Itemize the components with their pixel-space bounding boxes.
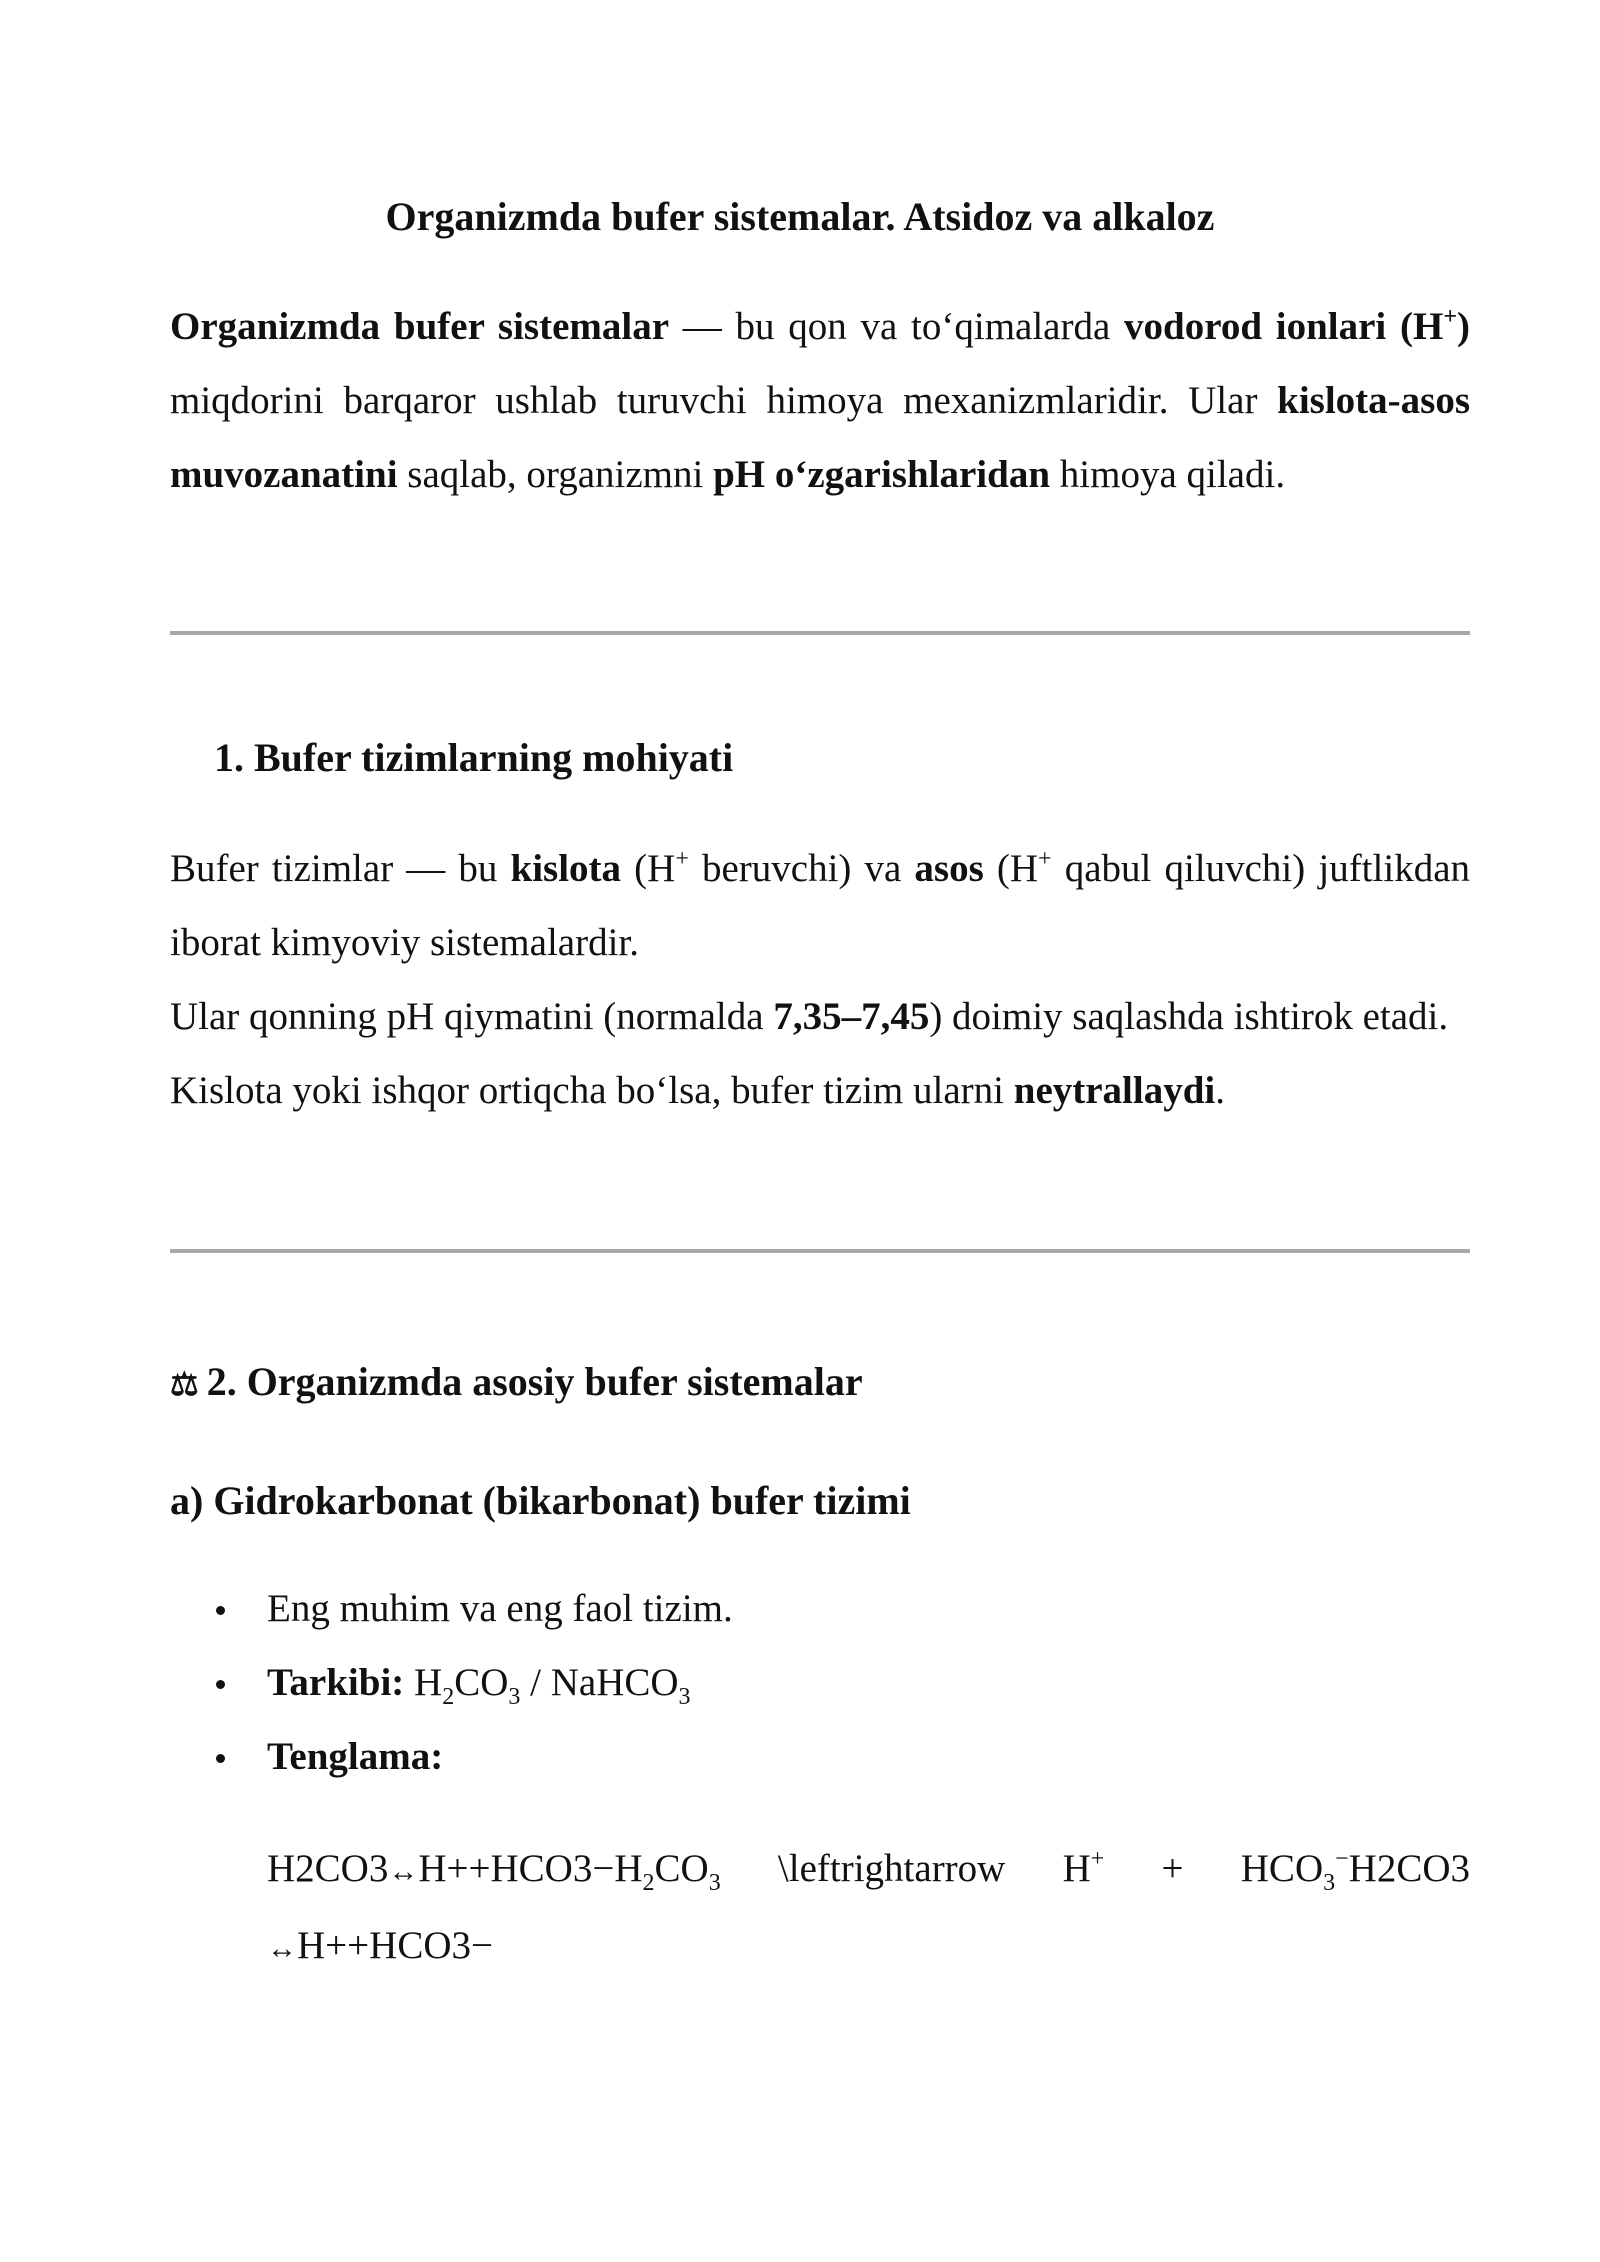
list-item: Eng muhim va eng faol tizim.	[170, 1572, 1470, 1646]
subsection-heading: a) Gidrokarbonat (bikarbonat) bufer tizimi	[170, 1478, 911, 1523]
section-divider	[170, 1249, 1470, 1253]
section-divider	[170, 631, 1470, 635]
bullet-list	[170, 1572, 1470, 1794]
section-heading-1: 1. Bufer tizimlarning mohiyati	[214, 735, 734, 780]
list-item: Tarkibi: $H_2CO_3$ / NaHCO$_3$	[170, 1646, 1470, 1720]
equation-block: $H2CO3\leftrightarrow H++HCO3-H_2CO_3$ \leftrightarrow $H^+ + HCO_3^-H2CO3$ ↔H++HCO3−	[267, 1846, 1471, 1967]
double-arrow-icon: ↔	[267, 1932, 297, 1965]
section1-paragraph: Bufer tizimlar — bu kislota (H+ beruvchi) va asos (H+ qabul qiluvchi) juftlikdan iborat kimyoviy sistemalardir.	[170, 846, 1470, 964]
document-title: Organizmda bufer sistemalar. Atsidoz va alkaloz	[385, 194, 1215, 239]
bullet-icon	[216, 1606, 225, 1615]
balance-scale-icon: ⚖	[170, 1366, 199, 1402]
bullet-icon	[216, 1680, 225, 1689]
intro-paragraph: Organizmda bufer sistemalar — bu qon va to‘qimalarda vodorod ionlari (H+) miqdorini barqaror ushlab turuvchi himoya mexanizmlaridir. Ular kislota-asos muvozanatini saqlab, organizmni pH o‘zgarishlaridan himoya qiladi.	[170, 304, 1471, 496]
bullet-icon	[216, 1754, 225, 1763]
section-heading-2: ⚖ 2. Organizmda asosiy bufer sistemalar	[170, 1355, 863, 1411]
list-item: Tenglama:	[170, 1720, 1470, 1794]
double-arrow-icon: ↔	[388, 1855, 419, 1888]
section1-paragraph-2: Ular qonning pH qiymatini (normalda 7,35–7,45) doimiy saqlashda ishtirok etadi. Kislota yoki ishqor ortiqcha bo‘lsa, bufer tizim ularni neytrallaydi.	[170, 980, 1470, 1128]
intro-bold-term: Organizmda bufer sistemalar	[170, 305, 670, 348]
section1-paragraph-3: Kislota yoki ishqor ortiqcha bo‘lsa, bufer tizim ularni neytrallaydi.	[170, 1069, 1225, 1112]
